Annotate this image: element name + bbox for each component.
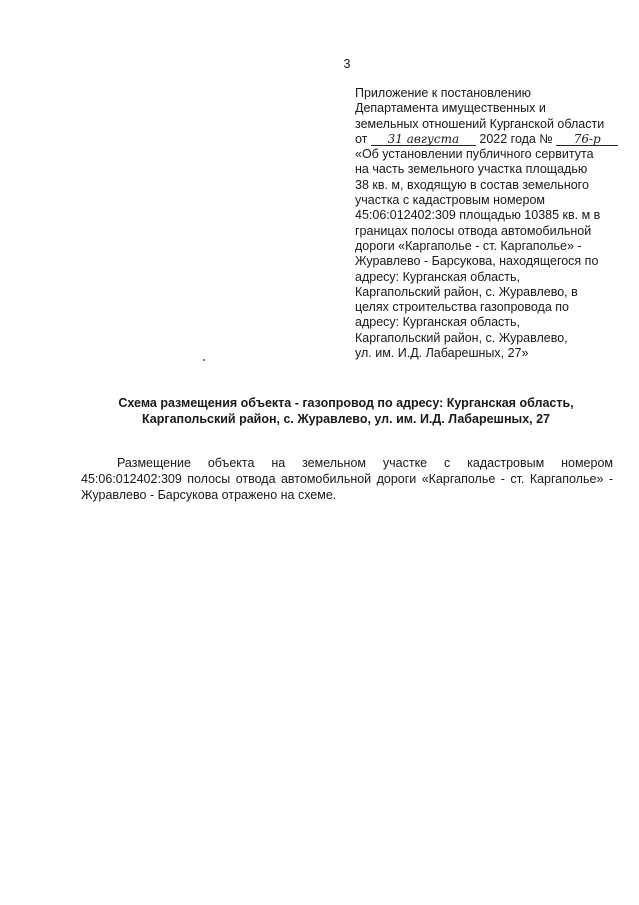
from-prefix: от [355, 131, 368, 146]
appendix-line: Каргапольский район, с. Журавлево, [355, 330, 568, 345]
body-paragraph [81, 455, 613, 503]
year-text: 2022 года № [479, 131, 553, 146]
handwritten-number: 76-р [556, 133, 618, 146]
appendix-line: Приложение к постановлению [355, 86, 531, 100]
appendix-line: Департамента имущественных и [355, 101, 546, 116]
appendix-date-line [355, 132, 617, 147]
appendix-line: 38 кв. м, входящую в состав земельного [355, 177, 589, 192]
appendix-line: земельных отношений Курганской области [355, 116, 605, 131]
scheme-title-line: Каргапольский район, с. Журавлево, ул. им. И.Д. Лабарешных, 27 [142, 411, 550, 426]
appendix-line: Журавлево - Барсукова, находящегося по [355, 254, 599, 269]
appendix-line: адресу: Курганская область, [355, 269, 521, 284]
appendix-line: ул. им. И.Д. Лабарешных, 27» [355, 346, 529, 361]
appendix-line: дороги «Каргаполье - ст. Каргаполье» - [355, 238, 582, 253]
appendix-line: «Об установлении публичного сервитута [355, 147, 594, 162]
appendix-line: на часть земельного участка площадью [355, 162, 588, 177]
body-line: 45:06:012402:309 полосы отвода автомобильной дороги «Каргаполье - ст. Каргаполье» - [81, 472, 613, 486]
handwritten-date: 31 августа [371, 133, 476, 146]
appendix-header [355, 86, 617, 361]
appendix-line: границах полосы отвода автомобильной [355, 223, 592, 238]
body-line: Журавлево - Барсукова отражено на схеме. [81, 488, 337, 502]
appendix-line: целях строительства газопровода по [355, 300, 569, 315]
appendix-line: участка с кадастровым номером [355, 193, 545, 208]
appendix-line: Каргапольский район, с. Журавлево, в [355, 284, 578, 299]
body-line: Размещение объекта на земельном участке с кадастровым номером [117, 456, 613, 470]
page-number: 3 [343, 57, 351, 71]
appendix-line: адресу: Курганская область, [355, 315, 521, 330]
scan-speck [203, 359, 205, 361]
scheme-title [75, 396, 617, 427]
appendix-line: 45:06:012402:309 площадью 10385 кв. м в [355, 208, 601, 223]
scheme-title-line: Схема размещения объекта - газопровод по адресу: Курганская область, [118, 396, 574, 410]
